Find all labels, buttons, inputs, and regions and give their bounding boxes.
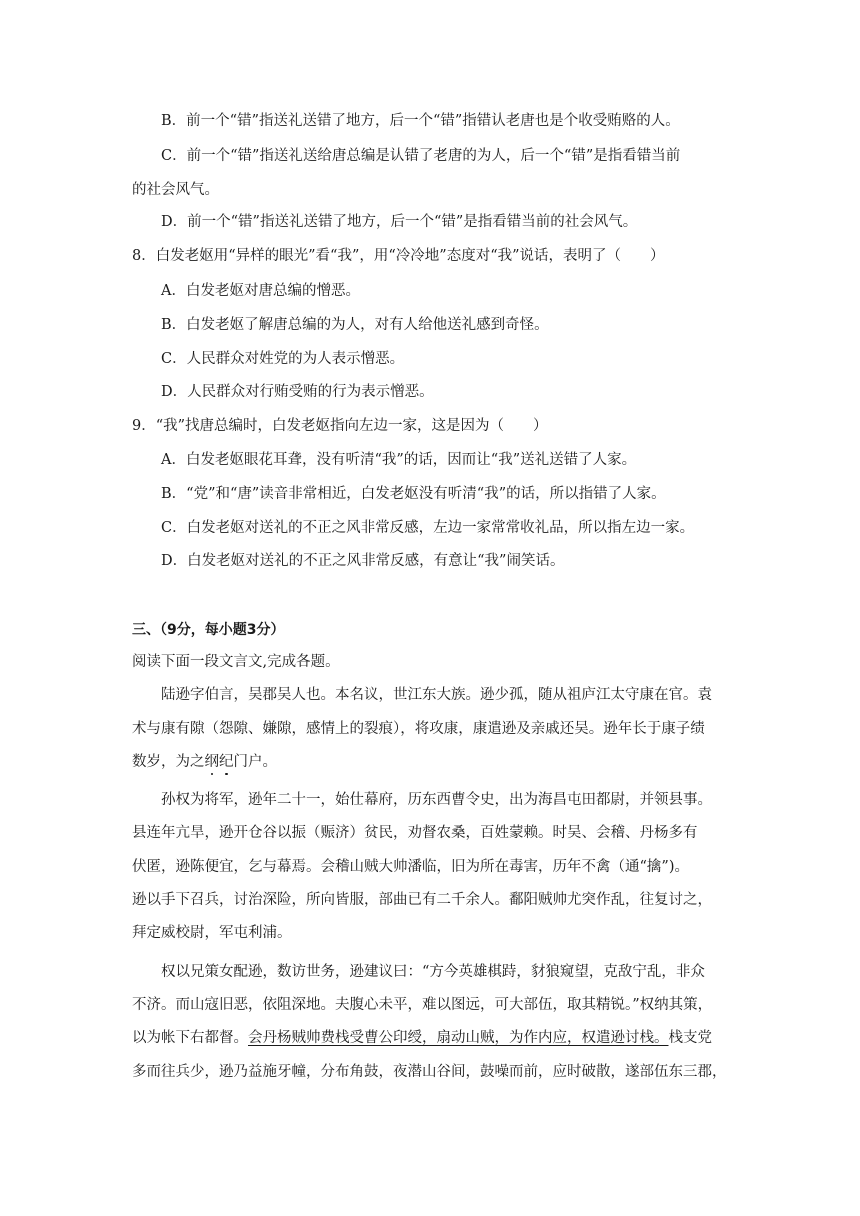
q9-option-c: C．白发老妪对送礼的不正之风非常反感，左边一家常常收礼品，所以指左边一家。: [161, 520, 695, 536]
emphasized-char: 纲: [204, 754, 219, 770]
passage-line: 陆逊字伯言，吴郡吴人也。本名议，世江东大族。逊少孤，随从祖庐江太守康在官。袁: [161, 687, 712, 703]
q9-option-d: D．白发老妪对送礼的不正之风非常反感，有意让“我”闹笑话。: [161, 553, 565, 569]
passage-line: 逊以手下召兵，讨治深险，所向皆服，部曲已有二千余人。鄱阳贼帅尤突作乱，往复讨之，: [132, 892, 712, 908]
q7-option-c-continued: 的社会风气。: [132, 182, 219, 198]
emphasized-char: 纪: [219, 754, 234, 770]
underlined-sentence: 会丹杨贼帅费栈受曹公印绶，扇动山贼，为作内应，权遣逊讨栈。: [248, 1030, 669, 1046]
passage-line: 县连年亢旱，逊开仓谷以振（赈济）贫民，劝督农桑，百姓蒙赖。时吴、会稽、丹杨多有: [132, 825, 698, 841]
q7-option-c: C．前一个“错”指送礼送给唐总编是认错了老唐的为人，后一个“错”是指看错当前: [161, 148, 681, 164]
passage-text: 数岁，为之: [132, 754, 205, 770]
passage-text: 门户。: [233, 754, 277, 770]
q9-option-b: B．“党”和“唐”读音非常相近，白发老妪没有听清“我”的话，所以指错了人家。: [161, 486, 666, 502]
passage-line: [132, 752, 277, 772]
q8-option-b: B．白发老妪了解唐总编的为人，对有人给他送礼感到奇怪。: [161, 317, 549, 333]
q8-option-c: C．人民群众对姓党的为人表示憎恶。: [161, 351, 405, 367]
q7-option-b: B．前一个“错”指送礼送错了地方，后一个“错”指错认老唐也是个收受贿赂的人。: [161, 113, 680, 129]
passage-text: 栈支党: [668, 1030, 712, 1046]
q8-option-a: A．白发老妪对唐总编的憎恶。: [161, 283, 360, 299]
passage-line: 拜定威校尉，军屯利浦。: [132, 925, 292, 941]
section-instruction: 阅读下面一段文言文,完成各题。: [132, 654, 340, 670]
section-heading: 三、（9分，每小题3分）: [132, 622, 285, 638]
passage-text: 以为帐下右都督。: [132, 1030, 248, 1046]
q8-option-d: D．人民群众对行贿受贿的行为表示憎恶。: [161, 384, 434, 400]
passage-line: [132, 1028, 712, 1048]
passage-line: 多而往兵少，逊乃益施牙幢，分布角鼓，夜潜山谷间，鼓噪而前，应时破散，遂部伍东三郡，: [132, 1064, 727, 1080]
passage-line: 伏匿，逊陈便宜，乞与幕焉。会稽山贼大帅潘临，旧为所在毒害，历年不禽（通“擒”)。: [132, 859, 689, 875]
q8-stem: 8．白发老妪用“异样的眼光”看“我”，用“冷冷地”态度对“我”说话，表明了（ ）: [132, 248, 665, 264]
q7-option-d: D．前一个“错”指送礼送错了地方，后一个“错”是指看错当前的社会风气。: [161, 214, 638, 230]
q9-stem: 9．“我”找唐总编时，白发老妪指向左边一家，这是因为（ ）: [132, 418, 548, 434]
passage-line: 权以兄策女配逊，数访世务，逊建议曰：“方今英雄棋跱，豺狼窥望，克敌宁乱，非众: [161, 964, 705, 980]
passage-line: 不济。而山寇旧恶，依阻深地。夫腹心未平，难以图远，可大部伍，取其精锐。”权纳其策，: [132, 997, 713, 1013]
q9-option-a: A．白发老妪眼花耳聋，没有听清“我”的话，因而让“我”送礼送错了人家。: [161, 452, 637, 468]
passage-line: 术与康有隙（怨隙、嫌隙，感情上的裂痕），将攻康，康遣逊及亲戚还吴。逊年长于康子绩: [132, 721, 705, 737]
passage-line: 孙权为将军，逊年二十一，始仕幕府，历东西曹令史，出为海昌屯田都尉，并领县事。: [161, 792, 712, 808]
